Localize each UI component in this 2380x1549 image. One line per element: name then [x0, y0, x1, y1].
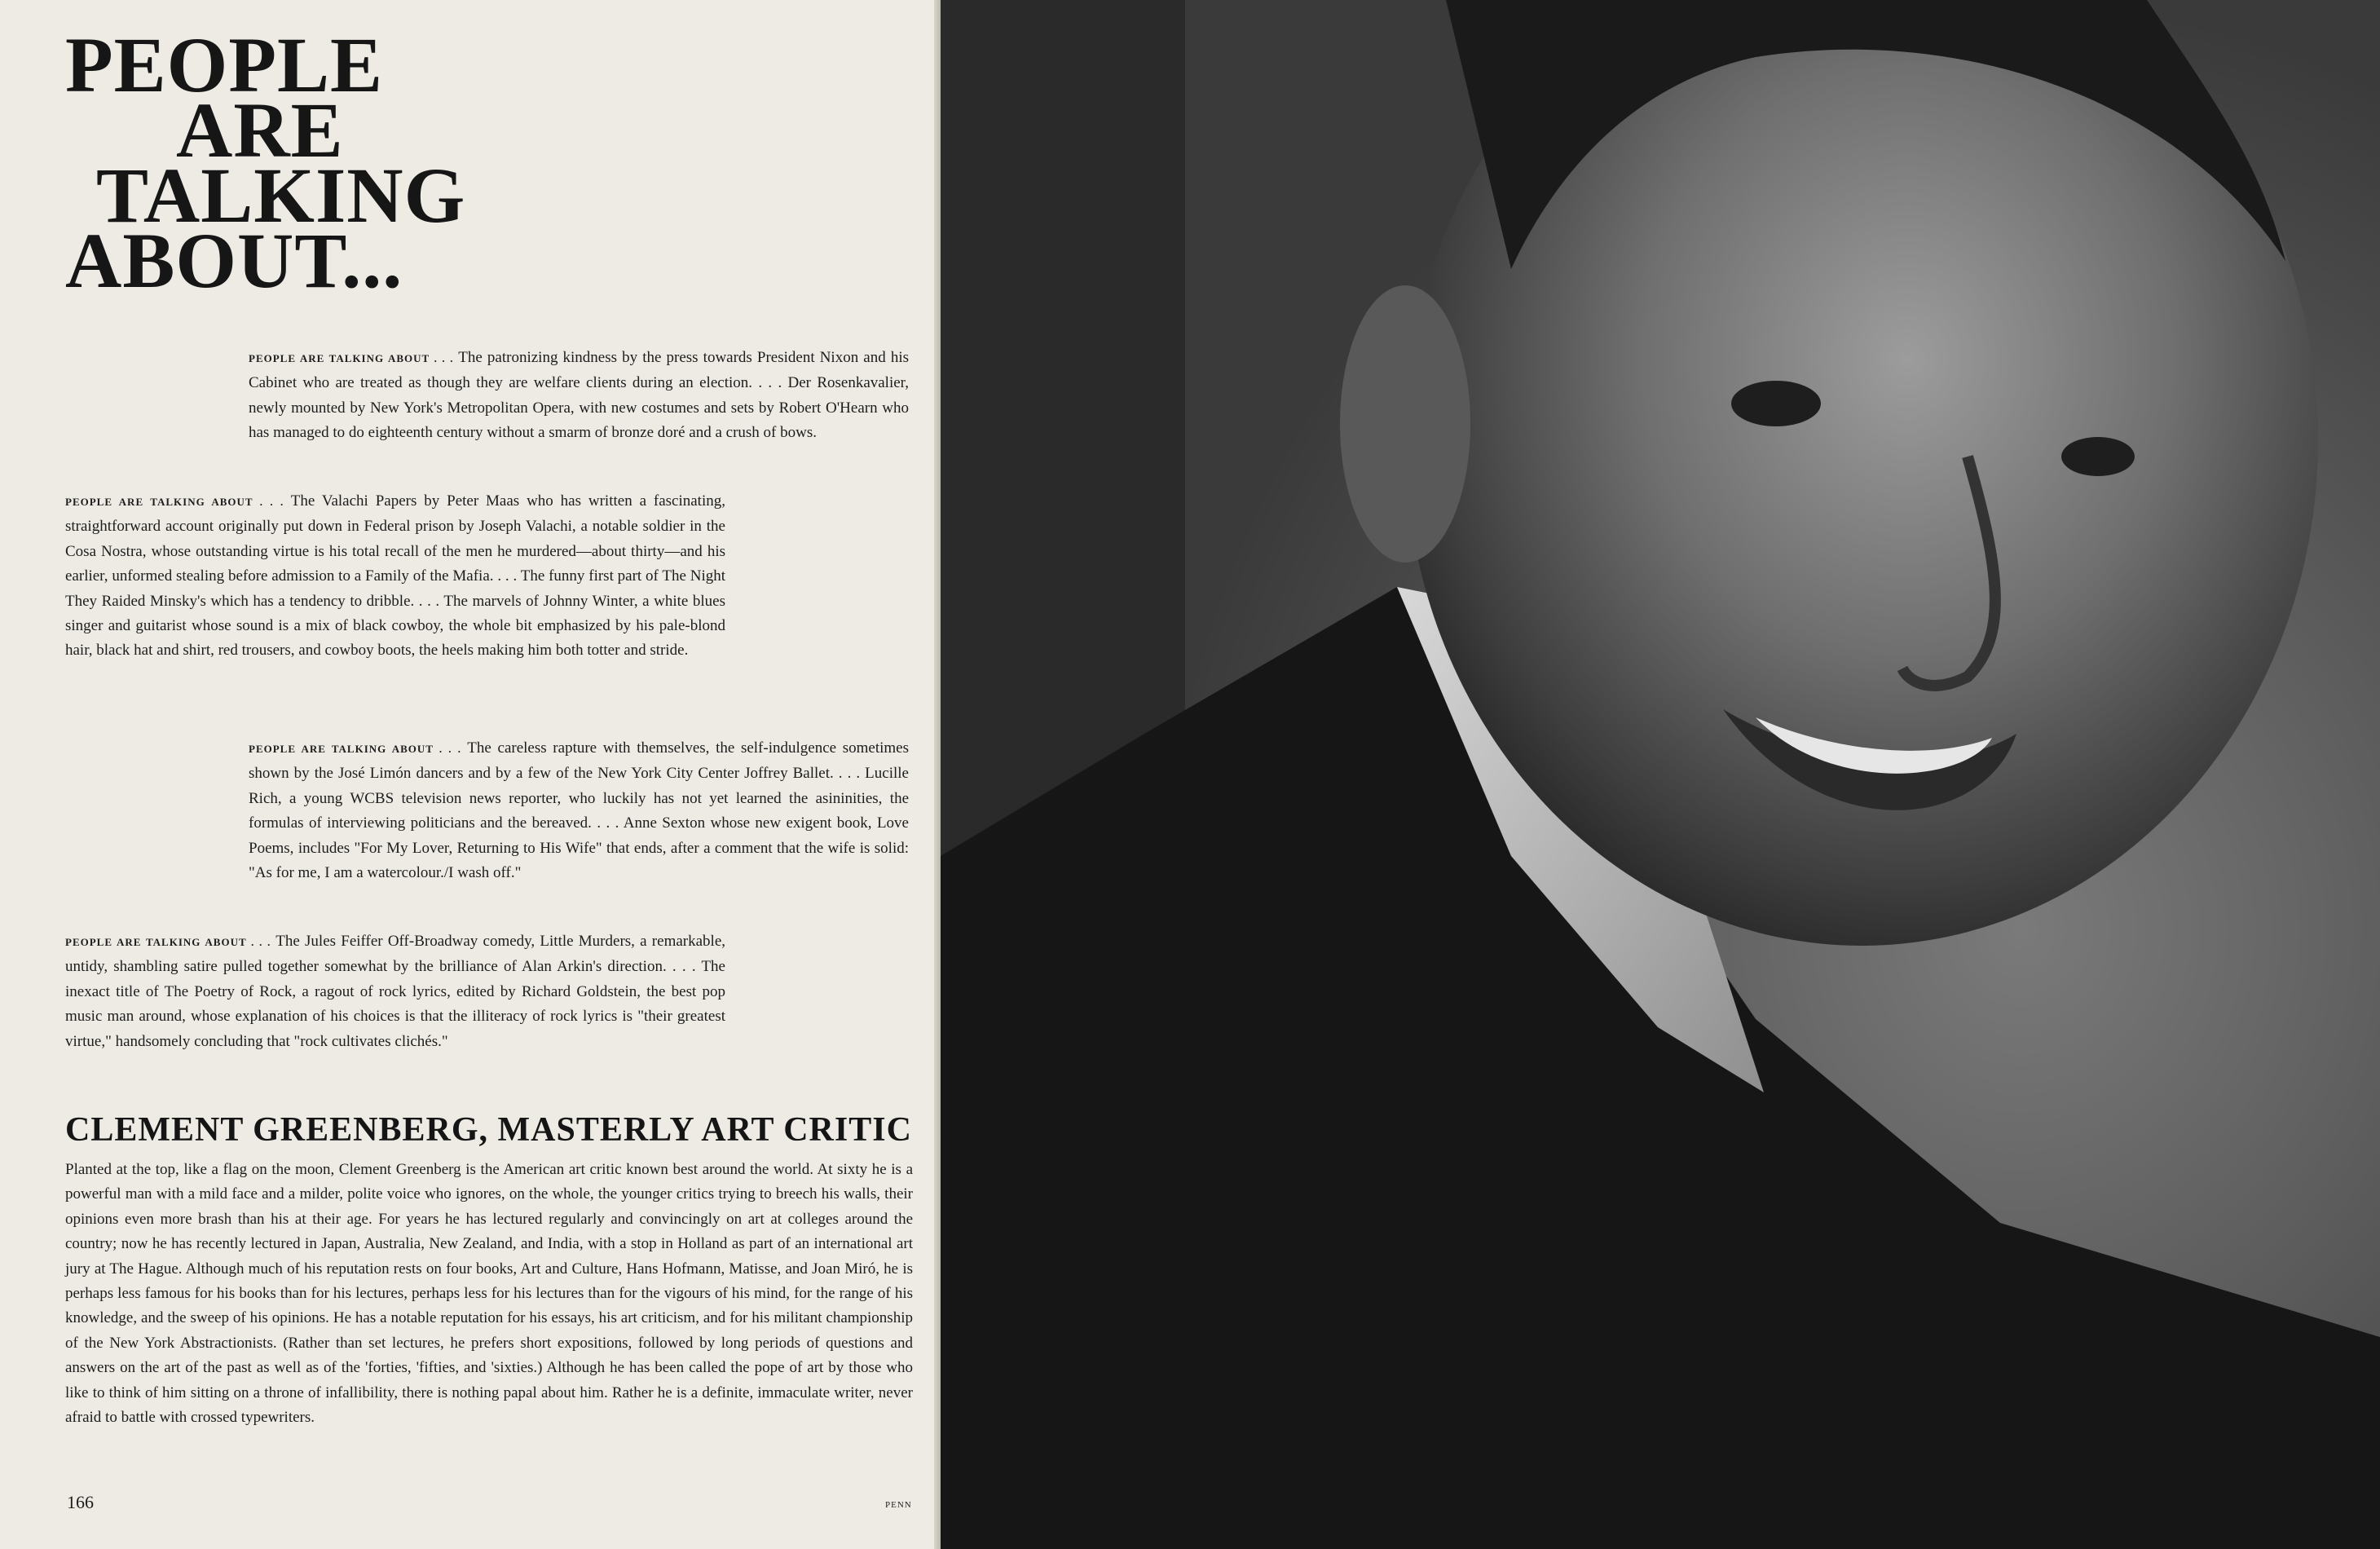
paragraph-3-text: The careless rapture with themselves, the self-indulgence sometimes shown by the José Limón dancers and by a few of the New York City Center Joffrey Ballet. . . . Lucille Rich, a young WCBS television news reporter, who luckily has not yet learned the asininities, the formulas of interviewing politicians and the bereaved. . . . Anne Sexton whose new exigent book, Love Poems, includes "For My Lover, Returning to His Wife" that ends, after a comment that the wife is solid: "As for me, I am a watercolour./I wash off." [249, 739, 909, 882]
paragraph-3 [249, 736, 909, 885]
left-page [0, 0, 934, 1549]
paragraph-4-lead: PEOPLE ARE TALKING ABOUT . . . [65, 936, 271, 948]
page-heading [65, 21, 466, 304]
portrait-illustration [941, 0, 2380, 1549]
paragraph-2-lead: PEOPLE ARE TALKING ABOUT . . . [65, 496, 284, 508]
page-gutter [934, 0, 941, 1549]
portrait-photo [941, 0, 2380, 1549]
paragraph-1-lead: PEOPLE ARE TALKING ABOUT . . . [249, 352, 454, 364]
paragraph-3-lead: PEOPLE ARE TALKING ABOUT . . . [249, 743, 461, 755]
paragraph-1 [249, 346, 909, 446]
page-number: 166 [67, 1492, 94, 1512]
heading-line-2: ARE [176, 86, 344, 174]
paragraph-4-text: The Jules Feiffer Off-Broadway comedy, Little Murders, a remarkable, untidy, shambling satire pulled together somewhat by the brilliance of Alan Arkin's direction. . . . The inexact title of The Poetry of Rock, a ragout of rock lyrics, edited by Richard Goldstein, the best pop music man around, whose explanation of his choices is that the illiteracy of rock lyrics is "their greatest virtue," handsomely concluding that "rock cultivates clichés." [65, 933, 726, 1050]
photo-credit: PENN [885, 1500, 912, 1510]
paragraph-2-text: The Valachi Papers by Peter Maas who has written a fascinating, straightforward account originally put down in Federal prison by Joseph Valachi, a notable soldier in the Cosa Nostra, whose outstanding virtue is his total recall of the men he murdered—about thirty—and his earlier, unformed stealing before admission to a Family of the Mafia. . . . The funny first part of The Night They Raided Minsky's which has a tendency to dribble. . . . The marvels of Johnny Winter, a white blues singer and guitarist whose sound is a mix of black cowboy, the whole bit emphasized by his pale-blond hair, black hat and shirt, red trousers, and cowboy boots, the heels making him both totter and stride. [65, 492, 725, 660]
section-title: CLEMENT GREENBERG, MASTERLY ART CRITIC [65, 1111, 912, 1149]
heading-line-4: ABOUT... [65, 217, 403, 304]
paragraph-2 [65, 489, 725, 664]
heading-line-1: PEOPLE [65, 21, 384, 108]
paragraph-1-text: The patronizing kindness by the press towards President Nixon and his Cabinet who are treated as though they are welfare clients during an election. . . . Der Rosenkavalier, newly mounted by New York's Metropolitan Opera, with new costumes and sets by Robert O'Hearn who has managed to do eighteenth century without a smarm of bronze doré and a crush of bows. [249, 349, 910, 442]
section-body: Planted at the top, like a flag on the moon, Clement Greenberg is the American art critic known best around the world. At sixty he is a powerful man with a mild face and a milder, polite voice who ignores, on the whole, the younger critics trying to breech his walls, their opinions even more brash than his at their age. For years he has lectured regularly and convincingly on art at colleges around the country; now he has recently lectured in Japan, Australia, New Zealand, and India, with a stop in Holland as part of an international art jury at The Hague. Although much of his reputation rests on four books, Art and Culture, Hans Hofmann, Matisse, and Joan Miró, he is perhaps less famous for his books than for his lectures, perhaps less for his lectures than for the vigours of his mind, for the range of his knowledge, and the sweep of his opinions. He has a notable reputation for his essays, his art criticism, and for his militant championship of the New York Abstractionists. (Rather than set lectures, he prefers short expositions, followed by long periods of questions and answers on the art of the past as well as of the 'forties, 'fifties, and 'sixties.) Although he has been called the pope of art by those who like to think of him sitting on a throne of infallibility, there is nothing papal about him. Rather he is a definite, immaculate writer, never afraid to battle with crossed typewriters. [65, 1161, 913, 1427]
heading-line-3: TALKING [96, 152, 466, 239]
paragraph-4 [65, 929, 725, 1054]
